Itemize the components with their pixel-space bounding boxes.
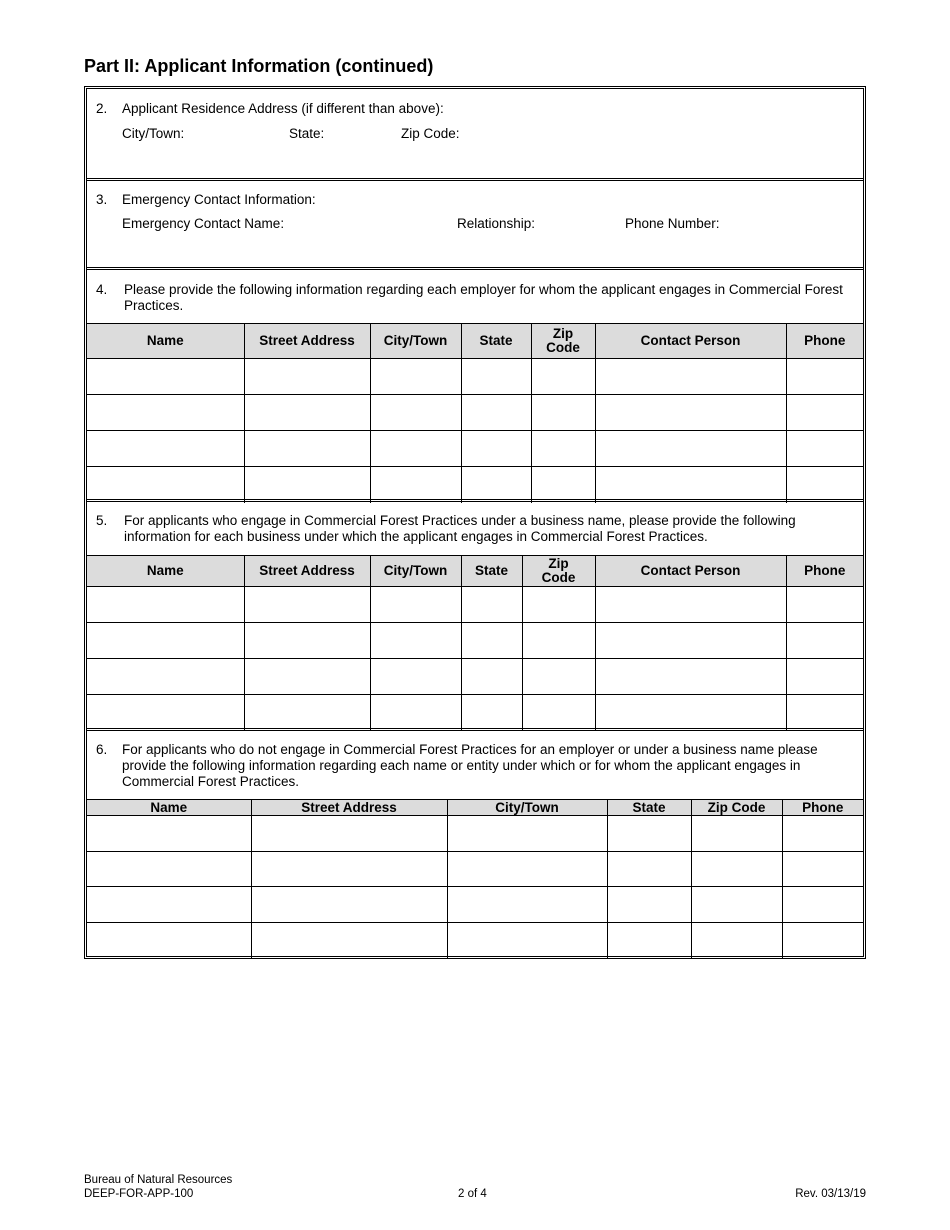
section-business-names xyxy=(87,502,863,731)
column-header: State xyxy=(461,556,522,587)
column-header: Phone xyxy=(786,324,863,359)
table-row xyxy=(87,467,863,503)
emergency-contact-label: Emergency Contact Information: xyxy=(122,192,316,207)
table-cell[interactable] xyxy=(461,659,522,695)
table-cell[interactable] xyxy=(87,816,251,852)
table-cell[interactable] xyxy=(87,887,251,923)
table-cell[interactable] xyxy=(786,359,863,395)
table-cell[interactable] xyxy=(244,359,370,395)
table-cell[interactable] xyxy=(244,467,370,503)
table-cell[interactable] xyxy=(370,359,461,395)
table-cell[interactable] xyxy=(531,395,595,431)
table-cell[interactable] xyxy=(522,695,595,731)
table-row xyxy=(87,852,863,887)
table-cell[interactable] xyxy=(461,623,522,659)
column-header: City/Town xyxy=(447,800,607,816)
table-cell[interactable] xyxy=(87,623,244,659)
table-cell[interactable] xyxy=(447,923,607,958)
section-number: 4. xyxy=(96,282,108,297)
table-cell[interactable] xyxy=(782,852,863,887)
table-row xyxy=(87,587,863,623)
table-cell[interactable] xyxy=(87,852,251,887)
table-row xyxy=(87,359,863,395)
column-header: Street Address xyxy=(251,800,447,816)
section-number: 6. xyxy=(96,742,108,757)
table-cell[interactable] xyxy=(522,587,595,623)
table-cell[interactable] xyxy=(244,623,370,659)
table-cell[interactable] xyxy=(251,923,447,958)
footer-left xyxy=(84,1173,232,1201)
table-cell[interactable] xyxy=(786,695,863,731)
table-cell[interactable] xyxy=(595,431,786,467)
table-cell[interactable] xyxy=(244,395,370,431)
column-header: Phone xyxy=(782,800,863,816)
column-header: Street Address xyxy=(244,556,370,587)
table-cell[interactable] xyxy=(251,816,447,852)
table-cell[interactable] xyxy=(691,887,782,923)
column-header: State xyxy=(461,324,531,359)
table-cell[interactable] xyxy=(786,623,863,659)
table-cell[interactable] xyxy=(691,816,782,852)
table-cell[interactable] xyxy=(522,659,595,695)
table-cell[interactable] xyxy=(531,359,595,395)
table-row xyxy=(87,659,863,695)
city-town-field[interactable]: City/Town: xyxy=(122,126,185,141)
table-cell[interactable] xyxy=(595,467,786,503)
form-frame xyxy=(84,86,866,959)
column-header: City/Town xyxy=(370,556,461,587)
page-title: Part II: Applicant Information (continued) xyxy=(84,56,434,76)
table-row xyxy=(87,623,863,659)
table-header-row xyxy=(87,556,863,587)
table-cell[interactable] xyxy=(595,659,786,695)
table-row xyxy=(87,695,863,731)
table-cell[interactable] xyxy=(595,359,786,395)
business-names-instructions: For applicants who engage in Commercial Forest Practices under a business name, please provide the following information for each business under which the applicant engages in Commercial Forest Practices. xyxy=(124,513,796,544)
column-header: Name xyxy=(87,324,244,359)
table-row xyxy=(87,887,863,923)
table-cell[interactable] xyxy=(87,923,251,958)
table-row xyxy=(87,816,863,852)
table-cell[interactable] xyxy=(251,852,447,887)
table-cell[interactable] xyxy=(691,852,782,887)
column-header: City/Town xyxy=(370,324,461,359)
column-header xyxy=(522,556,595,587)
column-header: Street Address xyxy=(244,324,370,359)
table-cell[interactable] xyxy=(461,467,531,503)
table-cell[interactable] xyxy=(531,431,595,467)
table-cell[interactable] xyxy=(87,587,244,623)
table-cell[interactable] xyxy=(244,587,370,623)
column-header xyxy=(531,324,595,359)
table-cell[interactable] xyxy=(370,395,461,431)
section-employers xyxy=(87,270,863,502)
table-cell[interactable] xyxy=(447,816,607,852)
table-cell[interactable] xyxy=(786,587,863,623)
table-cell[interactable] xyxy=(370,431,461,467)
table-cell[interactable] xyxy=(786,467,863,503)
section-other-entities xyxy=(87,731,863,956)
table-cell[interactable] xyxy=(607,816,691,852)
table-cell[interactable] xyxy=(786,395,863,431)
table-row xyxy=(87,923,863,958)
table-cell[interactable] xyxy=(461,395,531,431)
other-entities-table xyxy=(87,799,863,958)
residence-address-label: Applicant Residence Address (if different than above): xyxy=(122,101,444,116)
bureau-name: Bureau of Natural Resources xyxy=(84,1174,233,1186)
form-id: DEEP-FOR-APP-100 xyxy=(84,1188,194,1200)
table-cell[interactable] xyxy=(607,887,691,923)
table-cell[interactable] xyxy=(607,923,691,958)
table-cell[interactable] xyxy=(595,623,786,659)
table-cell[interactable] xyxy=(244,431,370,467)
table-cell[interactable] xyxy=(595,395,786,431)
table-row xyxy=(87,431,863,467)
table-cell[interactable] xyxy=(370,695,461,731)
table-cell[interactable] xyxy=(244,659,370,695)
table-cell[interactable] xyxy=(370,623,461,659)
zip-code-header: Zip Code xyxy=(541,556,576,585)
table-cell[interactable] xyxy=(531,467,595,503)
table-cell[interactable] xyxy=(447,887,607,923)
table-cell[interactable] xyxy=(786,659,863,695)
relationship-field[interactable]: Relationship: xyxy=(457,216,536,231)
emergency-contact-name-field[interactable]: Emergency Contact Name: xyxy=(122,216,285,231)
zip-code-header: Zip Code xyxy=(546,326,580,355)
table-header-row xyxy=(87,800,863,816)
table-cell[interactable] xyxy=(522,623,595,659)
section-emergency-contact xyxy=(87,181,863,270)
table-cell[interactable] xyxy=(595,587,786,623)
table-cell[interactable] xyxy=(87,467,244,503)
zip-code-field[interactable]: Zip Code: xyxy=(401,126,460,141)
table-cell[interactable] xyxy=(595,695,786,731)
page-number: 2 of 4 xyxy=(458,1188,487,1200)
section-number: 2. xyxy=(96,101,108,116)
table-cell[interactable] xyxy=(461,359,531,395)
section-number: 3. xyxy=(96,192,108,207)
section-residence-address xyxy=(87,89,863,181)
table-cell[interactable] xyxy=(607,852,691,887)
state-field[interactable]: State: xyxy=(289,126,325,141)
table-cell[interactable] xyxy=(782,887,863,923)
employers-table xyxy=(87,323,863,503)
column-header: Contact Person xyxy=(595,324,786,359)
table-cell[interactable] xyxy=(691,923,782,958)
table-cell[interactable] xyxy=(251,887,447,923)
section-number: 5. xyxy=(96,513,108,528)
table-row xyxy=(87,395,863,431)
column-header: State xyxy=(607,800,691,816)
table-cell[interactable] xyxy=(461,587,522,623)
other-entities-instructions: For applicants who do not engage in Commercial Forest Practices for an employer or under a business name please provide the following information regarding each name or entity under which or for whom the applicant engages in Commercial Forest Practices. xyxy=(122,742,818,789)
column-header: Zip Code xyxy=(691,800,782,816)
table-cell[interactable] xyxy=(782,923,863,958)
column-header: Contact Person xyxy=(595,556,786,587)
revision-date: Rev. 03/13/19 xyxy=(795,1188,866,1200)
column-header: Phone xyxy=(786,556,863,587)
table-cell[interactable] xyxy=(87,395,244,431)
business-names-table xyxy=(87,555,863,731)
table-cell[interactable] xyxy=(87,659,244,695)
column-header: Name xyxy=(87,556,244,587)
table-cell[interactable] xyxy=(87,359,244,395)
table-cell[interactable] xyxy=(87,695,244,731)
table-cell[interactable] xyxy=(244,695,370,731)
table-header-row xyxy=(87,324,863,359)
table-cell[interactable] xyxy=(447,852,607,887)
table-cell[interactable] xyxy=(461,695,522,731)
column-header: Name xyxy=(87,800,251,816)
table-cell[interactable] xyxy=(87,431,244,467)
table-cell[interactable] xyxy=(370,587,461,623)
table-cell[interactable] xyxy=(461,431,531,467)
table-cell[interactable] xyxy=(786,431,863,467)
employers-instructions: Please provide the following information regarding each employer for whom the applicant engages in Commercial Forest Practices. xyxy=(124,282,843,313)
table-cell[interactable] xyxy=(782,816,863,852)
phone-number-field[interactable]: Phone Number: xyxy=(625,216,720,231)
table-cell[interactable] xyxy=(370,467,461,503)
table-cell[interactable] xyxy=(370,659,461,695)
